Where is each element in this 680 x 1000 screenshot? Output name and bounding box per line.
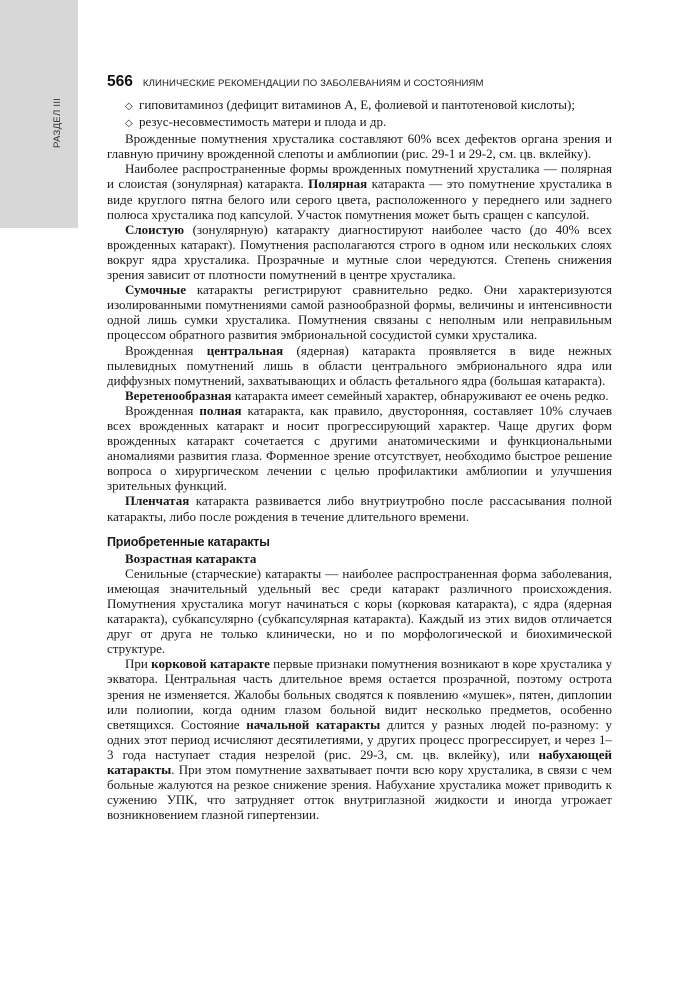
paragraph (107, 131, 612, 161)
text-run: первые признаки помутнения возникают в коре хрусталика у экватора. Центральная часть длительное время остается прозрачной, поэтому острота зрения не изменяется. Жалобы больных сводятся к появлению «мушек», пятен, диплопии или полиопии, когда одним глазом больной видит несколько предметов, особенно светящихся. Состояние (107, 656, 612, 732)
paragraph (107, 388, 612, 403)
text-run: (ядерная) катаракта проявляется в виде нежных пылевидных помутнений лишь в области центрального эмбрионального ядра или диффузных помутнений, захватывающих и область фетального ядра (большая катаракта). (107, 342, 612, 388)
text-run: катаракта развивается либо внутриутробно после рассасывания полной катаракты, либо после рождения в течение длительного времени. (107, 493, 612, 524)
text-run: Сенильные (старческие) катаракты — наиболее распространенная форма заболевания, имеющая значительный удельный вес среди катаракт различного происхождения. Помутнения хрусталика могут начинаться с коры (корковая катаракта), с ядра (ядерная катаракта), субкапсулярно (субкапсулярная катаракта). Каждый из этих видов отличается друг от друга не только клинически, но и по морфологической и биохимической структуре. (107, 565, 612, 657)
text-run: Наиболее распространенные формы врожденных помутнений хрусталика — полярная и слоистая (зонулярная) катаракта. (107, 161, 612, 192)
paragraph (107, 282, 612, 342)
bold-term: центральная (206, 342, 284, 358)
list-item (107, 97, 612, 114)
text-run: катаракта имеет семейный характер, обнаруживают ее очень редко. (231, 387, 609, 403)
paragraph (107, 343, 612, 388)
bold-term: полная (199, 402, 242, 418)
bold-term: Полярная (308, 176, 368, 192)
diamond-bullet-icon: ◇ (125, 118, 133, 130)
text-run: Врожденная (125, 342, 207, 358)
text-run: . При этом помутнение захватывает почти всю кору хрусталика, в связи с чем больные жалуются на резкое снижение зрения. Набухание хрусталика может приводить к сужению УПК, что затрудняет отток внутриглазной жидкости и иногда угрожает возникновением глазной гипертензии. (107, 762, 612, 823)
text-run: длится у разных людей по-разному: у одних этот период исчисляют десятилетиями, у других процесс прогрессирует, и через 1–3 года наступает стадия незрелой (рис. 29-3, см. цв. вклейку), или (107, 716, 612, 762)
text-run: При (125, 656, 152, 672)
list-item (107, 114, 612, 131)
bold-term: начальной катаракты (246, 716, 381, 732)
text-run: Врожденные помутнения хрусталика составляют 60% всех дефектов органа зрения и главную причину врожденной слепоты и амблиопии (рис. 29-1 и 29-2, см. цв. вклейку). (107, 131, 612, 162)
page-number: 566 (107, 73, 133, 90)
list-item-text: гиповитаминоз (дефицит витаминов А, Е, фолиевой и пантотеновой кислоты); (139, 97, 575, 112)
text-run: катаракта, как правило, двусторонняя, составляет 10% случаев всех врожденных катаракт и носит прогрессирующий характер. Чаще других форм врожденных катаракт сочетается с другими анатомическими и функциональными аномалиями развития глаза. Форменное зрение отсутствует, необходимо быстрое решение вопроса о хирургическом лечении с целью профилактики амблиопии и улучшения зрительных функций. (107, 402, 612, 494)
paragraph (107, 403, 612, 494)
page-header (107, 73, 617, 91)
paragraph (107, 161, 612, 221)
bold-term: Слоистую (125, 221, 185, 237)
page-body (107, 97, 612, 822)
running-title: КЛИНИЧЕСКИЕ РЕКОМЕНДАЦИИ ПО ЗАБОЛЕВАНИЯМ И СОСТОЯНИЯМ (142, 78, 484, 89)
bold-term: Пленчатая (125, 493, 190, 509)
bold-term: корковой катаракте (151, 656, 270, 672)
text-run: (зонулярную) катаракту диагностируют наиболее часто (до 40% всех врожденных катаракт). Помутнения располагаются строго в одном или нескольких слоях вокруг ядра хрусталика. Прозрачные и мутные слои чередуются. Степень снижения зрения зависит от плотности помутнений в центре хрусталика. (107, 221, 612, 283)
bold-term: Веретенообразная (125, 387, 232, 403)
diamond-bullet-icon: ◇ (125, 101, 133, 112)
bold-term: набухающей катаракты (107, 746, 612, 778)
paragraph (107, 656, 612, 822)
paragraph-group-acquired (107, 566, 612, 823)
subsection-heading: Возрастная катаракта (125, 550, 257, 566)
bold-term: Сумочные (125, 282, 186, 298)
paragraph-group-congenital (107, 131, 612, 523)
section-tab (0, 0, 78, 228)
text-run: катаракты регистрируют сравнительно редко. Они характеризуются изолированными помутнениями самой разнообразной формы, величины и интенсивности одной лишь сумки хрусталика. Помутнения связаны с неполным или неправильным процессом обратного развития эмбриональной сосудистой сумки хрусталика. (107, 282, 612, 343)
section-heading: Приобретенные катаракты (107, 534, 270, 549)
paragraph (107, 493, 612, 523)
text-run: катаракта — это помутнение хрусталика в виде круглого пятна белого или серого цвета, расположенного у переднего или заднего полюса хрусталика под капсулой. Участок помутнения может быть сращен с капсулой. (107, 176, 612, 222)
list-item-text: резус-несовместимость матери и плода и др. (139, 114, 387, 130)
paragraph (107, 566, 612, 657)
section-tab-label: РАЗДЕЛ III (52, 97, 63, 148)
paragraph (107, 222, 612, 282)
text-run: Врожденная (125, 402, 200, 418)
